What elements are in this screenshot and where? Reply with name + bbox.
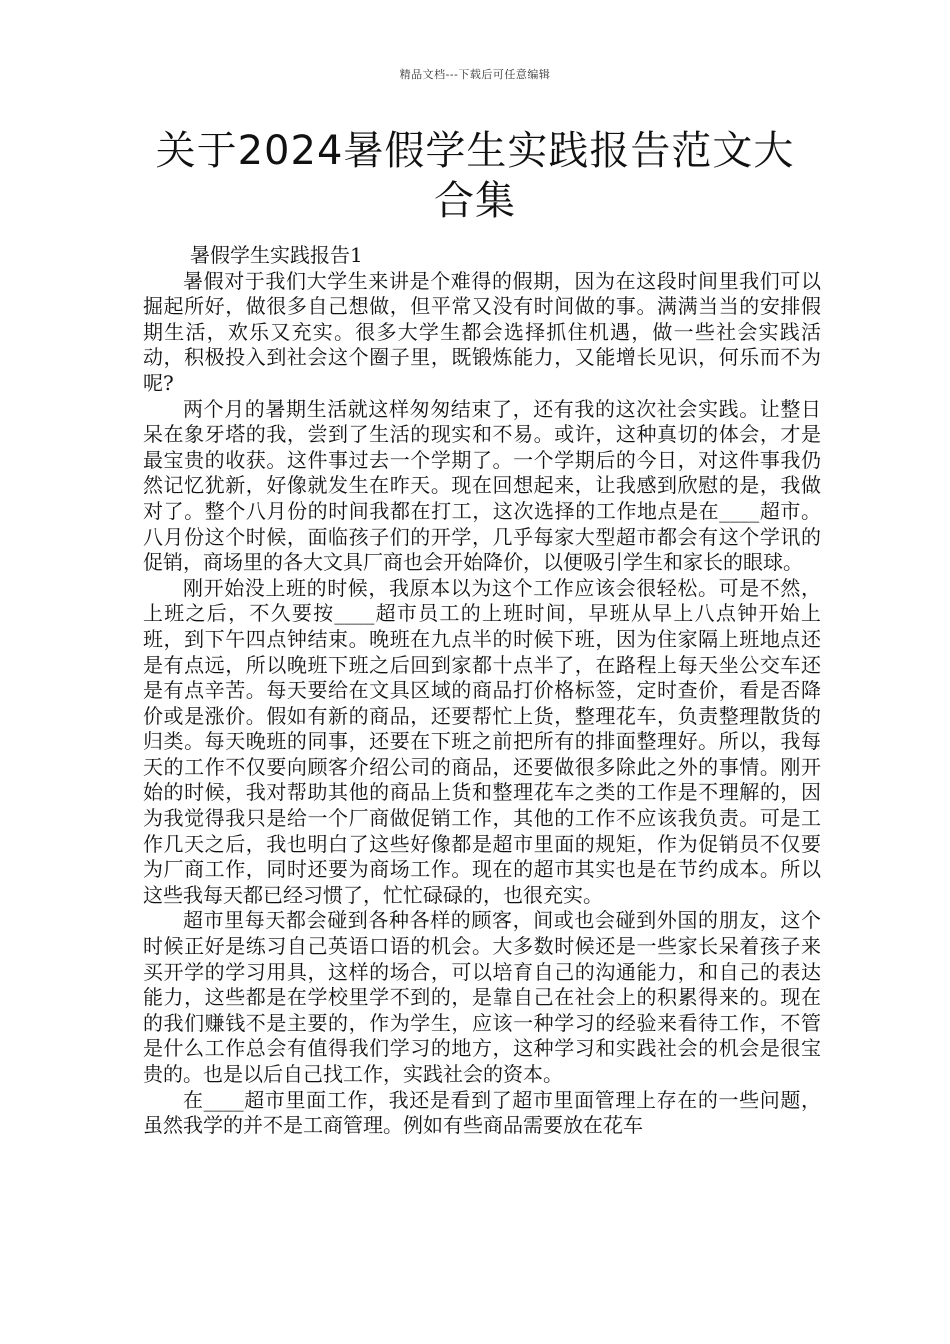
paragraph: 两个月的暑期生活就这样匆匆结束了，还有我的这次社会实践。让整日呆在象牙塔的我，尝到了生活的现实和不易。或许，这种真切的体会，才是最宝贵的收获。这件事过去一个学期了。一个学期后的今日，对这件事我仍然记忆犹新，好像就发生在昨天。现在回想起来，让我感到欣慰的是，我做对了。整个八月份的时间我都在打工，这次选择的工作地点是在____超市。八月份这个时候，面临孩子们的开学，几乎每家大型超市都会有这个学讯的促销，商场里的各大文具厂商也会开始降价，以便吸引学生和家长的眼球。 xyxy=(143,396,821,575)
paragraph: 刚开始没上班的时候，我原本以为这个工作应该会很轻松。可是不然，上班之后，不久要按____超市员工的上班时间，早班从早上八点钟开始上班，到下午四点钟结束。晚班在九点半的时候下班，因为住家隔上班地点还是有点远，所以晚班下班之后回到家都十点半了，在路程上每天坐公交车还是有点辛苦。每天要给在文具区域的商品打价格标签，定时查价，看是否降价或是涨价。假如有新的商品，还要帮忙上货，整理花车，负责整理散货的归类。每天晚班的同事，还要在下班之前把所有的排面整理好。所以，我每天的工作不仅要向顾客介绍公司的商品，还要做很多除此之外的事情。刚开始的时候，我对帮助其他的商品上货和整理花车之类的工作是不理解的，因为我觉得我只是给一个厂商做促销工作，其他的工作不应该我负责。可是工作几天之后，我也明白了这些好像都是超市里面的规矩，作为促销员不仅要为厂商工作，同时还要为商场工作。现在的超市其实也是在节约成本。所以这些我每天都已经习惯了，忙忙碌碌的，也很充实。 xyxy=(143,575,821,907)
document-title: 关于2024暑假学生实践报告范文大合集 xyxy=(155,128,795,224)
paragraph: 超市里每天都会碰到各种各样的顾客，间或也会碰到外国的朋友，这个时候正好是练习自己英语口语的机会。大多数时候还是一些家长呆着孩子来买开学的学习用具，这样的场合，可以培育自己的沟通能力，和自己的表达能力，这些都是在学校里学不到的，是靠自己在社会上的积累得来的。现在的我们赚钱不是主要的，作为学生，应该一种学习的经验来看待工作，不管是什么工作总会有值得我们学习的地方，这种学习和实践社会的机会是很宝贵的。也是以后自己找工作，实践社会的资本。 xyxy=(143,908,821,1086)
document-body xyxy=(143,243,821,1139)
paragraph: 在____超市里面工作，我还是看到了超市里面管理上存在的一些问题，虽然我学的并不是工商管理。例如有些商品需要放在花车 xyxy=(143,1087,821,1138)
paragraph: 暑假对于我们大学生来讲是个难得的假期，因为在这段时间里我们可以掘起所好，做很多自己想做，但平常又没有时间做的事。满满当当的安排假期生活，欢乐又充实。很多大学生都会选择抓住机遇，做一些社会实践活动，积极投入到社会这个圈子里，既锻炼能力，又能增长见识，何乐而不为呢? xyxy=(143,268,821,395)
header-note: 精品文档---下载后可任意编辑 xyxy=(399,68,551,81)
section-heading: 暑假学生实践报告1 xyxy=(190,243,363,267)
